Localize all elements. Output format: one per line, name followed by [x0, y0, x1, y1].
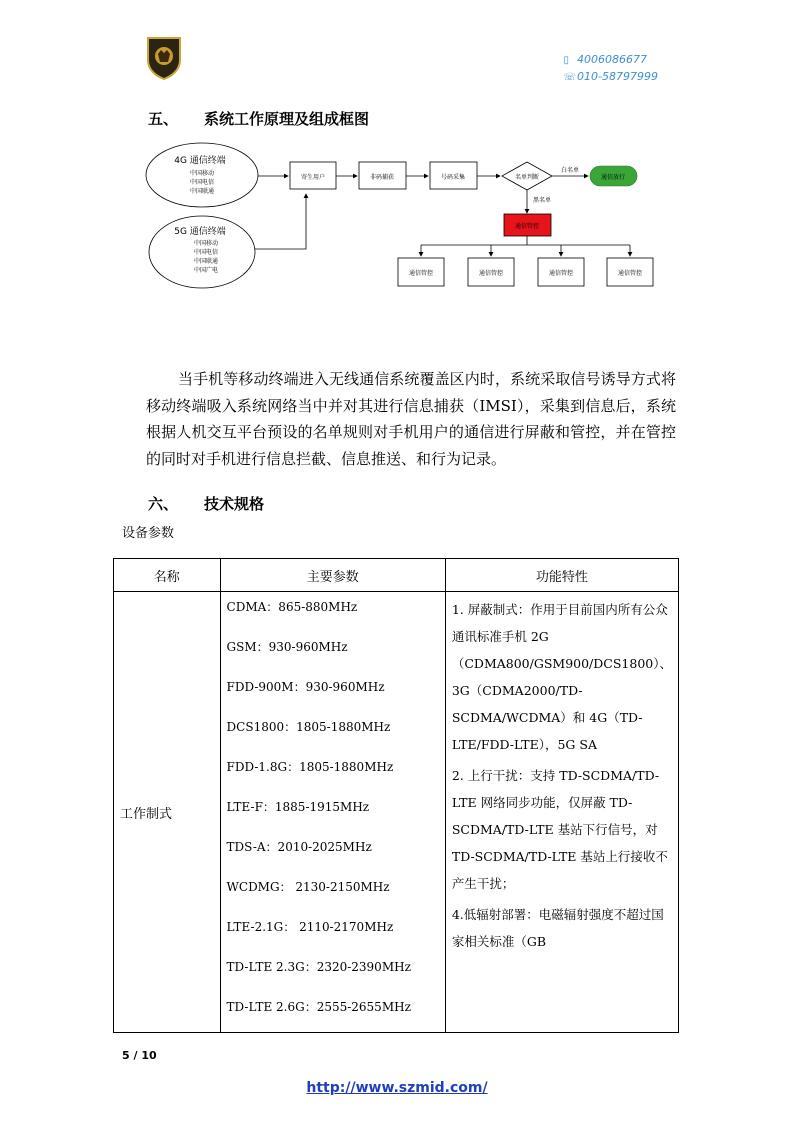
param-item: GSM：930-960MHz — [226, 640, 348, 654]
company-logo — [146, 36, 182, 80]
feature-item: 2. 上行干扰：支持 TD-SCDMA/TD-LTE 网络同步功能，仅屏蔽 TD-SCDMA/TD-LTE 基站下行信号，对 TD-SCDMA/TD-LTE 基站上行接收不产生干扰； — [451, 768, 668, 891]
terminal-5g-item: 中国移动 — [193, 240, 219, 247]
terminal-4g-item: 中国移动 — [189, 170, 215, 177]
handset-icon: ☏ — [563, 72, 577, 83]
website-link[interactable]: http://www.szmid.com/ — [306, 1080, 488, 1096]
param-item: CDMA：865-880MHz — [226, 600, 358, 614]
param-item: TD-LTE 2.6G：2555-2655MHz — [226, 1000, 411, 1014]
decision-diamond-label: 名单判断 — [514, 174, 540, 181]
box-parasitic-user-label: 寄生用户 — [300, 174, 326, 181]
contact-info — [564, 52, 658, 86]
sub-control-label: 通信管控 — [548, 270, 574, 277]
sub-control-label: 通信管控 — [408, 270, 434, 277]
box-pass-label: 通信放行 — [600, 174, 626, 181]
param-item: FDD-900M：930-960MHz — [226, 680, 385, 694]
phone-line: ▯ 4006086677 — [564, 52, 658, 69]
system-block-diagram — [140, 136, 670, 296]
sub-control-label: 通信管控 — [617, 270, 643, 277]
feature-item: 1. 屏蔽制式：作用于目前国内所有公众通讯标准手机 2G（CDMA800/GSM900/DCS1800）、3G（CDMA2000/TD-SCDMA/WCDMA）和 4G（TD-LTE/FDD-LTE），5G SA — [451, 602, 672, 752]
tel-line: ☏ 010-58797999 — [564, 69, 658, 86]
whitelist-label: 白名单 — [560, 167, 580, 174]
terminal-4g-item: 中国电信 — [189, 179, 215, 186]
terminal-5g-title: 5G 通信终端 — [174, 227, 226, 237]
param-item: DCS1800：1805-1880MHz — [226, 720, 391, 734]
blacklist-label: 黑名单 — [533, 197, 552, 204]
terminal-5g-item: 中国电信 — [193, 249, 219, 256]
param-item: LTE-F：1885-1915MHz — [226, 800, 370, 814]
params-cell — [220, 592, 445, 1033]
section-heading-6: 六、 技术规格 — [148, 495, 265, 513]
box-control-label: 通信管控 — [514, 223, 540, 230]
spec-table — [113, 558, 679, 1033]
param-item: TDS-A：2010-2025MHz — [226, 840, 372, 854]
param-item: LTE-2.1G： 2110-2170MHz — [226, 920, 394, 934]
table-caption: 设备参数 — [122, 526, 175, 541]
table-header-row — [114, 559, 679, 592]
table-row — [114, 592, 679, 1033]
terminal-4g-item: 中国联通 — [189, 188, 215, 195]
row-name: 工作制式 — [114, 592, 221, 1033]
column-header: 名称 — [114, 559, 221, 592]
feature-item: 4.低辐射部署：电磁辐射强度不超过国家相关标准（GB — [451, 907, 664, 949]
sub-control-label: 通信管控 — [478, 270, 504, 277]
features-cell — [445, 592, 678, 1033]
terminal-4g-title: 4G 通信终端 — [174, 156, 226, 166]
phone-icon: ▯ — [563, 55, 570, 66]
terminal-5g-item: 中国广电 — [193, 267, 219, 274]
principle-paragraph: 当手机等移动终端进入无线通信系统覆盖区内时，系统采取信号诱导方式将移动终端吸入系统网络当中并对其进行信息捕获（IMSI），采集到信息后，系统根据人机交互平台预设的名单规则对手机用户的通信进行屏蔽和管控，并在管控的同时对手机进行信息拦截、信息推送、和行为记录。 — [146, 370, 676, 468]
page-number: 5 / 10 — [122, 1049, 157, 1062]
param-item: FDD-1.8G：1805-1880MHz — [226, 760, 394, 774]
terminal-5g-item: 中国联通 — [193, 258, 219, 265]
box-capture-label: 非码捕获 — [369, 174, 395, 181]
param-item: TD-LTE 2.3G：2320-2390MHz — [226, 960, 411, 974]
box-number-collect-label: 号码采集 — [440, 174, 466, 181]
param-item: WCDMG： 2130-2150MHz — [226, 880, 390, 894]
column-header: 功能特性 — [445, 559, 678, 592]
column-header: 主要参数 — [220, 559, 445, 592]
section-heading-5: 五、 系统工作原理及组成框图 — [148, 110, 370, 128]
